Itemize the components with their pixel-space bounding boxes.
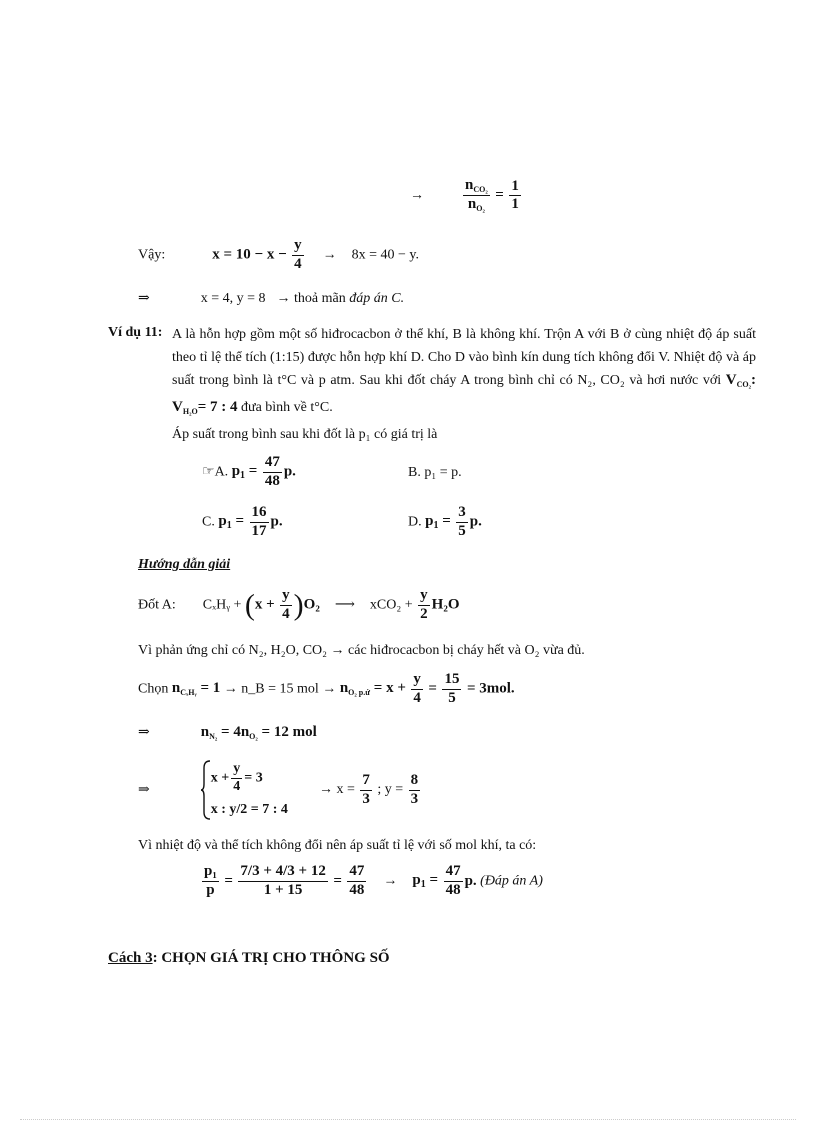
burn-equation: Đốt A: CₓHᵧ + (x + $\frac{y}{4}$ )O₂ ⟶ xCO₂ + $\frac{y}{2}$ H₂O xyxy=(138,587,460,622)
n2-line: ⇒ $n_{N_2} = 4n_{O_2} = 12$ mol xyxy=(138,724,317,741)
equation-line-vay: Vậy: x = 10 − x − $\frac{y}{4}$ → 8x = 40 − y. xyxy=(138,237,420,272)
reason-text: Vì phản ứng chỉ có N₂, H₂O, CO₂ → các hiđrocacbon bị cháy hết và O₂ vừa đủ. xyxy=(138,643,585,658)
solution-heading: Hướng dẫn giải xyxy=(138,557,231,572)
question-text: Áp suất trong bình sau khi đốt là p₁ có giá trị là xyxy=(172,427,438,442)
ratio-fraction: $\frac{n_{CO_2}}{n_{O_2}}$ xyxy=(465,177,488,214)
rhs-fraction: $\frac{1}{1}$ xyxy=(511,177,519,213)
option-b[interactable]: B. p₁ = p. xyxy=(408,465,462,480)
option-d[interactable]: D. $p_1$ = $\frac{3}{5}$ p. xyxy=(408,504,482,539)
brace-icon xyxy=(201,760,211,820)
option-a[interactable]: ☞A. $p_1$ = $\frac{47}{48}$ p. xyxy=(202,454,296,489)
system-line: ⇒ x + $\frac{y}{4}$ = 3 x : y/2 = 7 : 4 → x = $\frac{7}{3}$ ; y = $\frac{8}{3}$ xyxy=(138,760,422,820)
pressure-text: Vì nhiệt độ và thể tích không đổi nên áp suất tỉ lệ với số mol khí, ta có: xyxy=(138,838,537,853)
option-c[interactable]: C. $p_1$ = $\frac{16}{17}$ p. xyxy=(202,504,283,539)
page-footer-divider xyxy=(20,1119,796,1120)
arrow: → xyxy=(410,188,424,204)
result-line: ⇒ x = 4, y = 8 → thoả mãn đáp án C. xyxy=(138,291,405,306)
choose-line: Chọn $n_{C_xHᵧ} = 1$ → n_B = 15 mol → $n_{O_2 p.ứ} = x$ + $\frac{y}{4}$ = $\frac{15}{5}$ = 3mol. xyxy=(138,671,515,706)
section-heading: Cách 3: CHỌN GIÁ TRỊ CHO THÔNG SỐ xyxy=(108,950,390,966)
pressure-equation: $\frac{\text{p₁}}{p}$ = $\frac{7/3 + 4/3 + 12}{1 + 15}$ = $\frac{47}{48}$ → $p_1$ = $\frac{47}{48}$ p. (Đáp án A) xyxy=(204,863,543,898)
ratio-line: → $\frac{n_{CO_2}}{n_{O_2}}$ = $\frac{1}{1}$ xyxy=(410,177,519,214)
example-paragraph: A là hỗn hợp gồm một số hiđrocacbon ở thể khí, B là không khí. Trộn A với B ở cùng nhiệt độ áp suất theo tỉ lệ thể tích (1:15) được hỗn hợp khí D. Cho D vào bình kín dung tích không đổi V. Nhiệt độ và áp suất trong bình là t°C và p atm. Sau khi đốt cháy A trong bình chỉ có N₂, CO₂ và hơi nước với $V_{CO_2}$: $V_{H_2O}= 7$ : 4 đưa bình về t°C. xyxy=(172,327,756,416)
pointer-icon: ☞ xyxy=(202,464,215,480)
example-label: Ví dụ 11: xyxy=(108,325,163,340)
label-vay: Vậy: xyxy=(138,247,166,263)
